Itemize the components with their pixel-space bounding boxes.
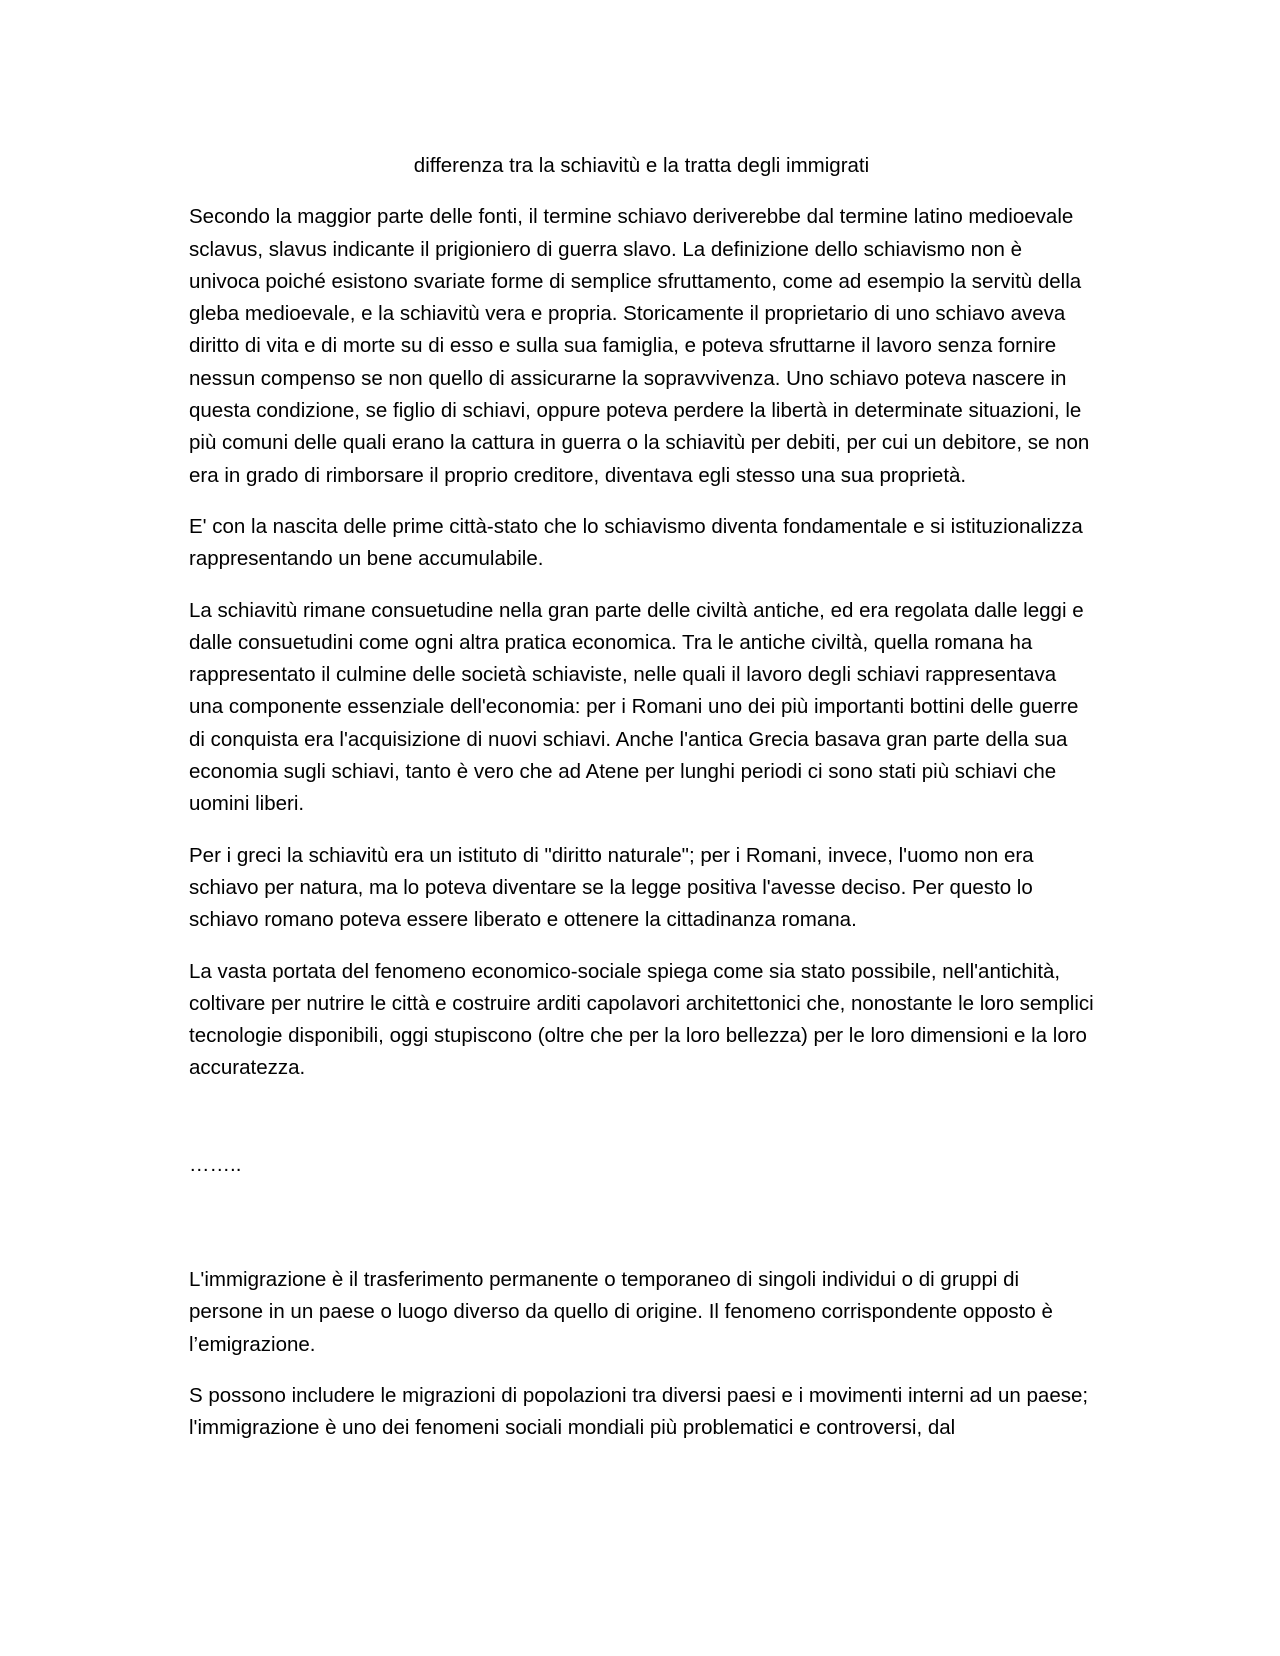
ellipsis-separator: …….. bbox=[189, 1152, 242, 1176]
document-body bbox=[189, 150, 1094, 1464]
paragraph-city-states: E' con la nascita delle prime città-stato che lo schiavismo diventa fondamentale e si istituzionalizza rappresentando un bene accumulabile. bbox=[189, 514, 1083, 571]
paragraph-ancient-civilizations: La schiavitù rimane consuetudine nella gran parte delle civiltà antiche, ed era regolata dalle leggi e dalle consuetudini come ogni altra pratica economica. Tra le antiche civiltà, quella romana ha rappresentato il culmine delle società schiaviste, nelle quali il lavoro degli schiavi rappresentava una componente essenziale dell'economia: per i Romani uno dei più importanti bottini delle guerre di conquista era l'acquisizione di nuovi schiavi. Anche l'antica Grecia basava gran parte della sua economia sugli schiavi, tanto è vero che ad Atene per lunghi periodi ci sono stati più schiavi che uomini liberi. bbox=[189, 598, 1084, 816]
document-title: differenza tra la schiavitù e la tratta degli immigrati bbox=[413, 154, 870, 177]
paragraph-greeks-romans: Per i greci la schiavitù era un istituto di "diritto naturale"; per i Romani, invece, l'uomo non era schiavo per natura, ma lo poteva diventare se la legge positiva l'avesse deciso. Per questo lo schiavo romano poteva essere liberato e ottenere la cittadinanza romana. bbox=[189, 843, 1034, 932]
paragraph-immigration-scope: S possono includere le migrazioni di popolazioni tra diversi paesi e i movimenti interni ad un paese; l'immigrazione è uno dei fenomeni sociali mondiali più problematici e controversi, dal bbox=[189, 1383, 1089, 1440]
paragraph-etymology: Secondo la maggior parte delle fonti, il termine schiavo deriverebbe dal termine latino medioevale sclavus, slavus indicante il prigioniero di guerra slavo. La definizione dello schiavismo non è univoca poiché esistono svariate forme di semplice sfruttamento, come ad esempio la servitù della gleba medioevale, e la schiavitù vera e propria. Storicamente il proprietario di uno schiavo aveva diritto di vita e di morte su di esso e sulla sua famiglia, e poteva sfruttarne il lavoro senza fornire nessun compenso se non quello di assicurarne la sopravvivenza. Uno schiavo poteva nascere in questa condizione, se figlio di schiavi, oppure poteva perdere la libertà in determinate situazioni, le più comuni delle quali erano la cattura in guerra o la schiavitù per debiti, per cui un debitore, se non era in grado di rimborsare il proprio creditore, diventava egli stesso una sua proprietà. bbox=[189, 205, 1090, 487]
paragraph-economic-social: La vasta portata del fenomeno economico-sociale spiega come sia stato possibile, nell'antichità, coltivare per nutrire le città e costruire arditi capolavori architettonici che, nonostante le loro semplici tecnologie disponibili, oggi stupiscono (oltre che per la loro bellezza) per le loro dimensioni e la loro accuratezza. bbox=[189, 959, 1094, 1080]
paragraph-immigration-definition: L'immigrazione è il trasferimento permanente o temporaneo di singoli individui o di gruppi di persone in un paese o luogo diverso da quello di origine. Il fenomeno corrispondente opposto è l’emigrazione. bbox=[189, 1268, 1053, 1356]
